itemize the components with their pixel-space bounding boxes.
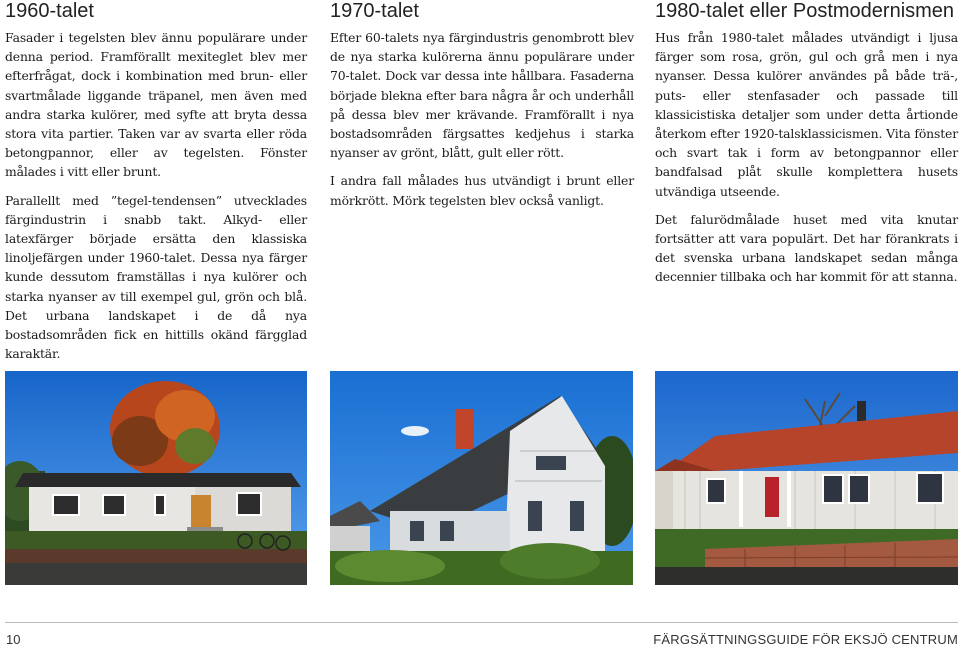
paragraph: Det falurödmålade huset med vita knutar fortsätter att vara populärt. Det har förankrats i det svenska urbana landskapet sedan många decennier tillbaka och har kommit för att stanna. [655, 211, 958, 285]
paragraph: Fasader i tegelsten blev ännu populärare under denna period. Framförallt mexiteglet blev mer efterfrågat, dock i kombination med brun- eller svartmålade liggande träpanel, men även med andra starka kulörer, med syfte att bryta dessa stora vita partier. Taken var av svarta eller röda betongpannor, eller av tegelsten. Fönster målades i vitt eller brunt. [5, 30, 307, 180]
column-1980 [655, 0, 958, 287]
section-heading-1980: 1980-talet eller Postmodernismen [655, 0, 955, 22]
paragraph: Parallellt med ”tegel-tendensen” utvecklades färgindustrin i snabb takt. Alkyd- eller latexfärger började ersätta den klassiska linoljefärgen under 1960-talet. Dessa nya färger kunde dessutom framställas i nya kulörer och starka nyanser av till exempel gul, grön och blå. Det urbana landskapet i de då nya bostadsområden fick en hittills okänd färgglad karaktär. [5, 192, 307, 362]
column-1960 [5, 0, 307, 363]
footer-title: FÄRGSÄTTNINGSGUIDE FÖR EKSJÖ CENTRUM [653, 632, 958, 647]
paragraph: Efter 60-talets nya färgindustris genombrott blev de nya starka kulörerna ännu populärare under 70-talet. Dock var dessa inte hållbara. Fasaderna började blekna efter bara några år och underhåll på dessa blev mer krävande. Framförallt i nya bostadsområden färgsattes kedjehus i starka nyanser av grönt, blått, gult eller rött. [330, 30, 634, 161]
paragraph: Hus från 1980-talet målades utvändigt i ljusa färger som rosa, grön, gul och grå men i nya nyanser. Dessa kulörer användes på både trä-, puts- eller stenfasader och passade till klassicistiska detaljer som under detta årtionde återkom efter 1920-talsklassicismen. Vita fönster och svart tak i form av betongpannor eller bandfalsad plåt skulle komplettera husets utvändiga utseende. [655, 30, 958, 199]
page-number: 10 [6, 632, 21, 647]
photo-1960s-house [5, 371, 307, 585]
footer-divider [5, 622, 958, 623]
column-1970 [330, 0, 634, 210]
paragraph: I andra fall målades hus utvändigt i brunt eller mörkrött. Mörk tegelsten blev också vanligt. [330, 173, 634, 208]
photo-1980s-house [655, 371, 958, 585]
photo-1970s-house [330, 371, 633, 585]
section-heading-1960: 1960-talet [5, 0, 94, 22]
section-heading-1970: 1970-talet [330, 0, 419, 22]
